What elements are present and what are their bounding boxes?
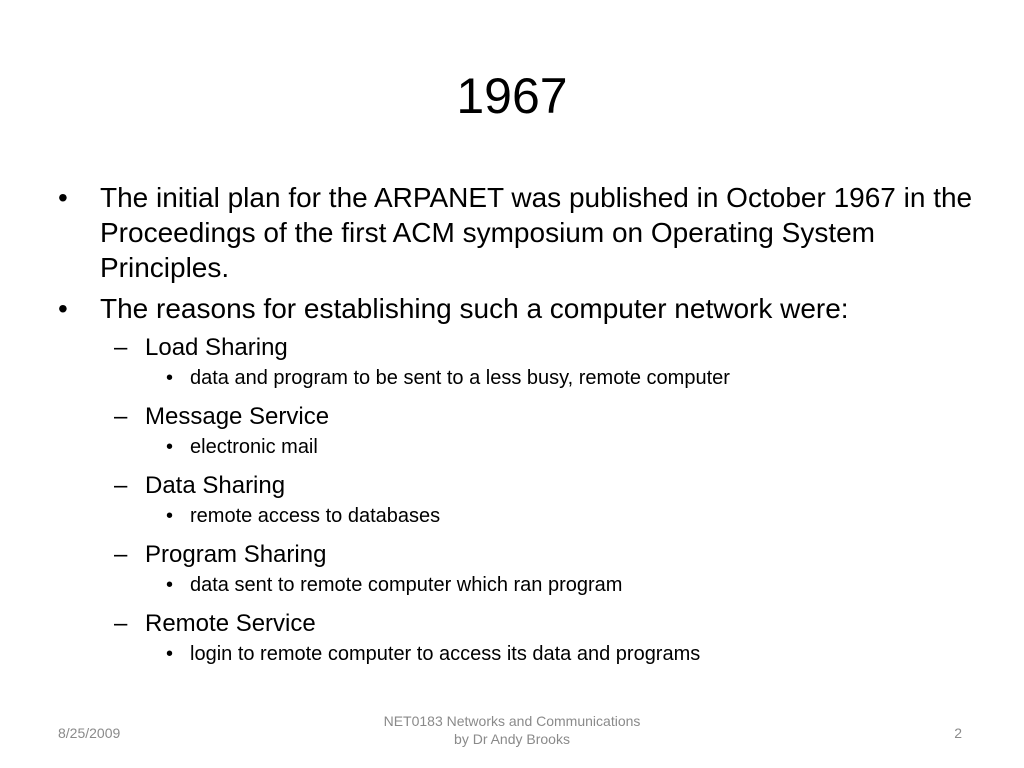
bullet-text: The reasons for establishing such a computer network were: [100, 293, 849, 324]
bullet-marker: • [58, 182, 68, 213]
detail-bullet-item [56, 365, 986, 391]
footer-author-line: by Dr Andy Brooks [454, 731, 570, 747]
bullet-text: The initial plan for the ARPANET was published in October 1967 in the Proceedings of the first ACM symposium on Operating System Principles. [100, 182, 973, 283]
bullet-item [56, 291, 986, 326]
sub-bullet-item [56, 470, 986, 501]
sub-bullet-text: Program Sharing [145, 541, 327, 568]
detail-bullet-text: data and program to be sent to a less busy, remote computer [190, 367, 730, 389]
slide-title: 1967 [456, 68, 568, 124]
dash-marker: – [114, 610, 128, 637]
detail-bullet-item [56, 572, 986, 598]
detail-bullet-item [56, 434, 986, 460]
bullet-marker: • [58, 293, 68, 324]
sub-bullet-item [56, 401, 986, 432]
bullet-item [56, 180, 986, 285]
sub-bullet-text: Remote Service [145, 610, 316, 637]
bullet-marker: • [166, 574, 174, 596]
detail-bullet-item [56, 503, 986, 529]
dash-marker: – [114, 334, 128, 361]
footer-course-line: NET0183 Networks and Communications [383, 713, 641, 729]
detail-bullet-text: electronic mail [190, 436, 318, 458]
sub-bullet-text: Message Service [145, 403, 330, 430]
slide-content [56, 180, 986, 677]
sub-bullet-item [56, 608, 986, 639]
dash-marker: – [114, 403, 128, 430]
footer-date: 8/25/2009 [58, 725, 121, 741]
bullet-marker: • [166, 367, 174, 389]
detail-bullet-text: login to remote computer to access its data and programs [190, 643, 701, 665]
sub-bullet-item [56, 332, 986, 363]
dash-marker: – [114, 472, 128, 499]
bullet-marker: • [166, 643, 174, 665]
sub-bullet-text: Load Sharing [145, 334, 288, 361]
detail-bullet-item [56, 641, 986, 667]
footer-course [312, 712, 712, 748]
sub-bullet-item [56, 539, 986, 570]
detail-bullet-text: data sent to remote computer which ran program [190, 574, 623, 596]
slide-number: 2 [954, 725, 962, 741]
dash-marker: – [114, 541, 128, 568]
detail-bullet-text: remote access to databases [190, 505, 441, 527]
bullet-marker: • [166, 436, 174, 458]
bullet-marker: • [166, 505, 174, 527]
sub-bullet-text: Data Sharing [145, 472, 286, 499]
